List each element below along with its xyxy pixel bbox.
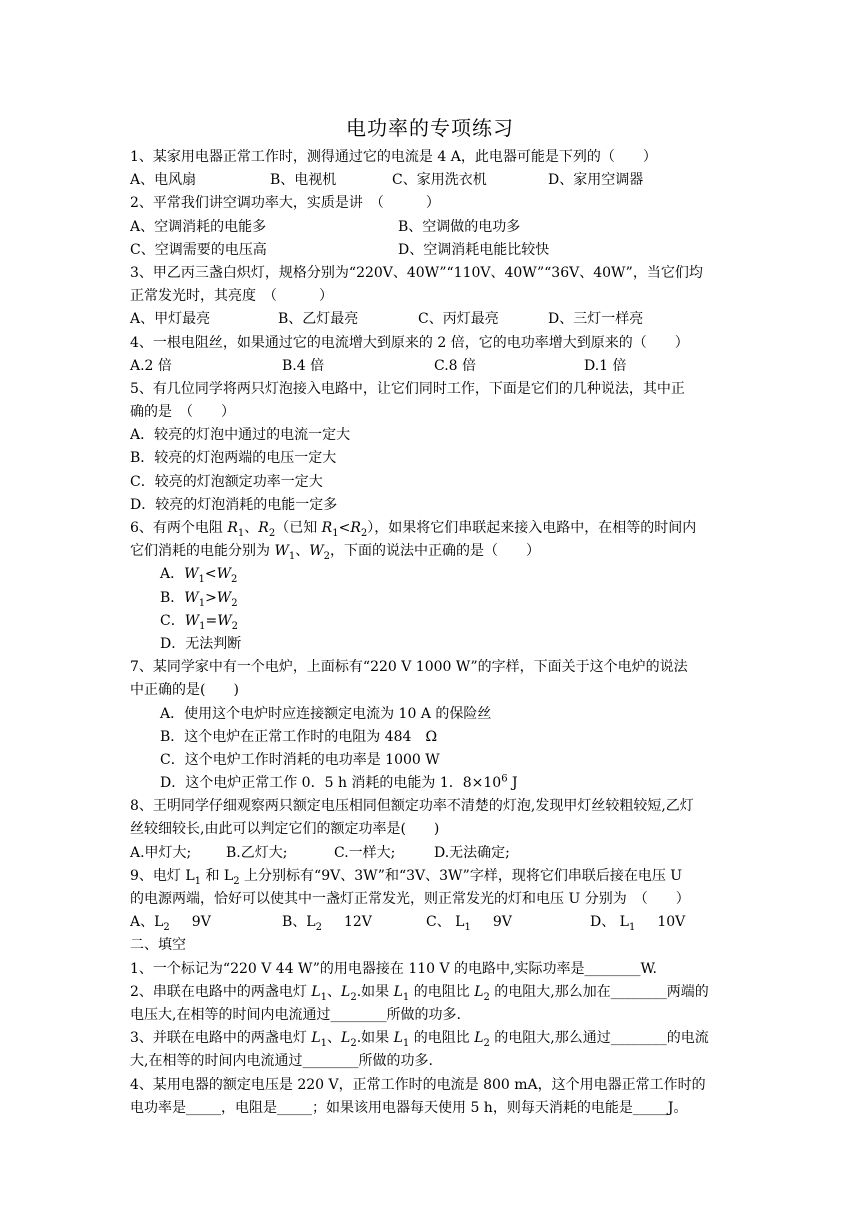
q8-stem-line1: 8、王明同学仔细观察两只额定电压相同但额定功率不清楚的灯泡,发现甲灯丝较粗较短,乙灯 — [130, 798, 694, 815]
q1-option-d: D、家用空调器 — [548, 172, 644, 189]
q4-option-d: D.1 倍 — [584, 357, 627, 374]
q2-option-c: C、空调需要的电压高 — [130, 241, 267, 258]
q9-options — [130, 911, 730, 934]
answer-blank[interactable]: _____ — [632, 1099, 668, 1116]
q5-option-c: C．较亮的灯泡额定功率一定大 — [130, 473, 323, 490]
q5-stem-line2: 确的是 （ ） — [130, 404, 235, 421]
q7-option-d: D．这个电炉正常工作 0．5 h 消耗的电能为 1．$8\times 10^6$ J — [160, 773, 518, 792]
page-title: 电功率的专项练习 — [346, 116, 514, 140]
q8-option-a: A.甲灯大; — [130, 844, 192, 861]
answer-blank[interactable]: ________ — [584, 960, 641, 977]
q1-options — [130, 169, 730, 192]
q3-options — [130, 308, 730, 331]
q7-stem-line1: 7、某同学家中有一个电炉，上面标有“220 V 1000 W”的字样，下面关于这个电炉的说法 — [130, 659, 688, 676]
q9-option-a: A、$L_2$ 9V — [130, 914, 211, 933]
q8-option-b: B.乙灯大; — [226, 844, 288, 861]
q6-option-b: B．$W_1>W_2$ — [160, 589, 238, 609]
answer-blank[interactable]: ________ — [302, 1053, 359, 1070]
q1-option-b: B、电视机 — [270, 172, 337, 189]
q4-option-b: B.4 倍 — [282, 357, 325, 374]
fill-3-line1: 3、并联在电路中的两盏电灯 $L_1$、$L_2$.如果 $L_1$ 的电阻比 $L_2$ 的电阻大,那么通过________的电流 — [130, 1030, 709, 1049]
fill-1: 1、一个标记为“220 V 44 W”的用电器接在 110 V 的电路中,实际功率是________W. — [130, 960, 657, 977]
q7-option-b: B．这个电炉在正常工作时的电阻为 484 Ω — [160, 728, 438, 745]
q9-option-d: D、 $L_1$ 10V — [590, 914, 686, 933]
answer-blank[interactable]: _____ — [186, 1099, 221, 1116]
q7-option-a: A．使用这个电炉时应连接额定电流为 10 A 的保险丝 — [160, 705, 492, 722]
answer-blank[interactable]: ________ — [610, 983, 667, 1000]
q8-stem-line2: 丝较细较长,由此可以判定它们的额定功率是( ) — [130, 821, 440, 838]
q6-option-d: D．无法判断 — [160, 635, 242, 652]
q4-option-c: C.8 倍 — [434, 357, 477, 374]
q4-options — [130, 355, 730, 378]
q5-option-b: B．较亮的灯泡两端的电压一定大 — [130, 450, 337, 467]
q2-option-b: B、空调做的电功多 — [398, 218, 521, 235]
q9-option-b: B、$L_2$ 12V — [282, 914, 372, 933]
q1-option-c: C、家用洗衣机 — [392, 172, 487, 189]
q6-stem-line1: 6、有两个电阻 $R_1$、$R_2$（已知 $R_1<R_2$），如果将它们串联起来接入电路中，在相等的时间内 — [130, 520, 697, 539]
q9-option-c: C、 $L_1$ 9V — [426, 914, 512, 933]
q4-option-a: A.2 倍 — [130, 357, 172, 374]
q6-stem-line2: 它们消耗的电能分别为 $W_1$、$W_2$，下面的说法中正确的是（ ） — [130, 543, 540, 562]
q3-stem-line1: 3、甲乙丙三盏白炽灯，规格分别为“220V、40W”“110V、40W”“36V、40W”，当它们均 — [130, 264, 703, 281]
q6-option-a: A．$W_1<W_2$ — [160, 566, 238, 586]
q9-stem-line1: 9、电灯 $L_1$ 和 $L_2$ 上分别标有“9V、3W”和“3V、3W”字样，现将它们串联后接在电压 U — [130, 867, 683, 887]
q3-option-c: C、丙灯最亮 — [418, 311, 499, 328]
fill-2-line1: 2、串联在电路中的两盏电灯 $L_1$、$L_2$.如果 $L_1$ 的电阻比 $L_2$ 的电阻大,那么加在________两端的 — [130, 983, 709, 1003]
fill-3-line2: 大,在相等的时间内电流通过________所做的功多. — [130, 1053, 433, 1070]
question-list — [130, 146, 730, 1120]
q1-stem: 1、某家用电器正常工作时，测得通过它的电流是 4 A，此电器可能是下列的（ ） — [130, 149, 657, 165]
q5-option-d: D．较亮的灯泡消耗的电能一定多 — [130, 496, 338, 513]
q2-options-row2 — [130, 239, 730, 262]
fill-4-line2: 电功率是_____，电阻是_____；如果该用电器每天使用 5 h，则每天消耗的电能是_____J。 — [130, 1099, 688, 1116]
answer-blank[interactable]: ________ — [330, 1006, 387, 1023]
q3-option-d: D、三灯一样亮 — [548, 311, 644, 328]
q2-option-a: A、空调消耗的电能多 — [130, 218, 267, 235]
q3-stem-line2: 正常发光时，其亮度 （ ） — [130, 288, 333, 305]
q6-option-c: C．$W_1=W_2$ — [160, 612, 238, 632]
fill-2-line2: 电压大,在相等的时间内电流通过________所做的功多. — [130, 1006, 461, 1023]
answer-blank[interactable]: ________ — [610, 1030, 667, 1047]
q3-option-b: B、乙灯最亮 — [278, 311, 359, 328]
q7-stem-line2: 中正确的是( ) — [130, 682, 239, 699]
q2-option-d: D、空调消耗电能比较快 — [398, 241, 550, 258]
fill-4-line1: 4、某用电器的额定电压是 220 V，正常工作时的电流是 800 mA，这个用电器正常工作时的 — [130, 1076, 706, 1093]
answer-blank[interactable]: _____ — [277, 1099, 312, 1116]
q8-option-d: D.无法确定; — [434, 844, 510, 861]
q2-stem: 2、平常我们讲空调功率大，实质是讲 （ ） — [130, 195, 440, 212]
q2-options-row1 — [130, 216, 730, 239]
q4-stem: 4、一根电阻丝，如果通过它的电流增大到原来的 2 倍，它的电功率增大到原来的（ ） — [130, 334, 689, 351]
q5-stem-line1: 5、有几位同学将两只灯泡接入电路中，让它们同时工作，下面是它们的几种说法，其中正 — [130, 380, 685, 397]
q8-option-c: C.一样大; — [334, 844, 396, 861]
q3-option-a: A、甲灯最亮 — [130, 311, 211, 328]
q5-option-a: A．较亮的灯泡中通过的电流一定大 — [130, 427, 351, 444]
q7-option-c: C．这个电炉工作时消耗的电功率是 1000 W — [160, 751, 440, 768]
q8-options — [130, 842, 730, 865]
section-heading-fill-in: 二、填空 — [130, 937, 186, 954]
q1-option-a: A、电风扇 — [130, 172, 197, 189]
q9-stem-line2: 的电源两端，恰好可以使其中一盏灯正常发光，则正常发光的灯和电压 U 分别为 （ ） — [130, 891, 690, 907]
